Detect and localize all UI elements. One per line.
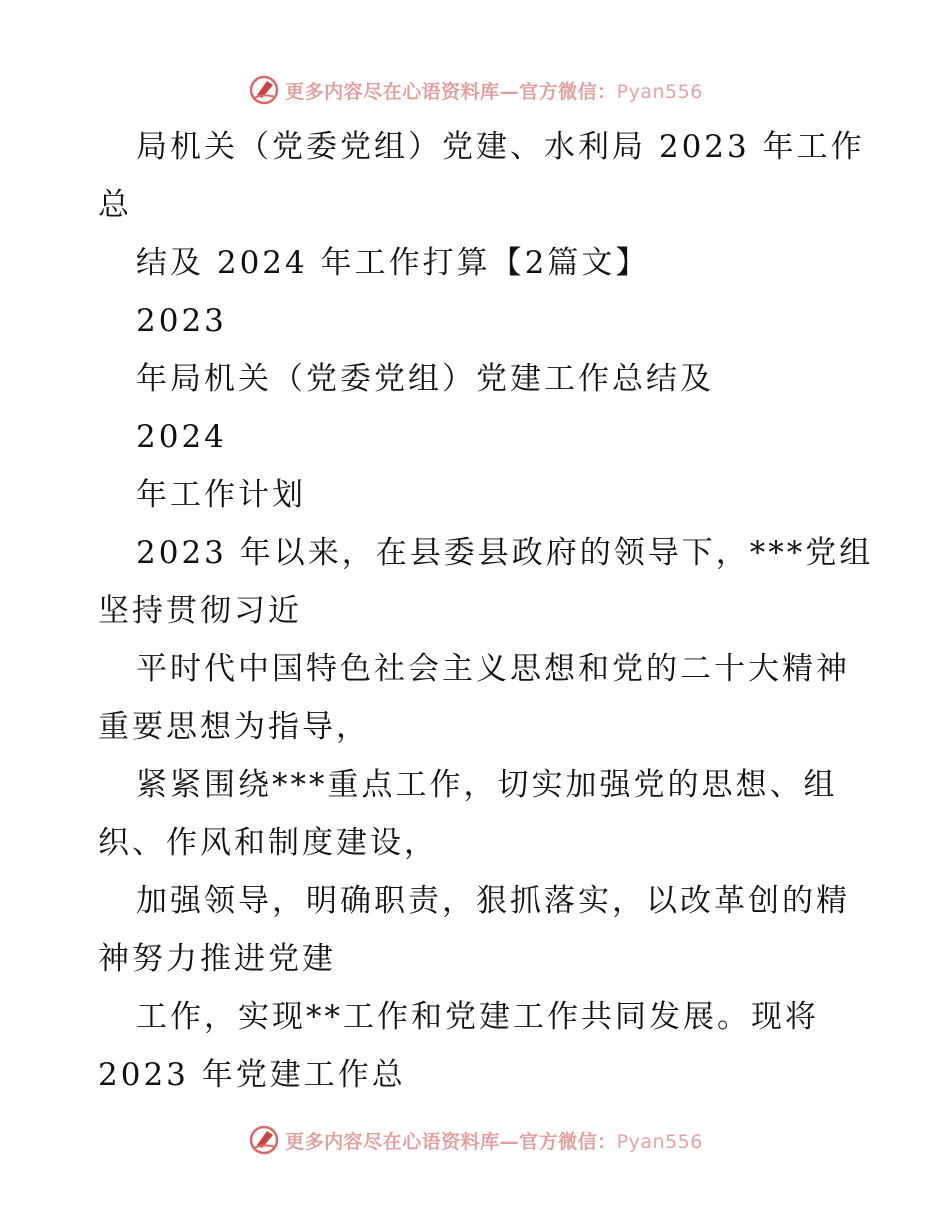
header-watermark — [0, 70, 950, 110]
paragraph-line: 2023 — [136, 303, 227, 339]
paragraph-line: 年工作计划 — [136, 477, 306, 513]
paragraph-1 — [98, 118, 865, 234]
paragraph-8 — [98, 640, 858, 756]
wechat-id: Pyan556 — [616, 80, 703, 103]
watermark-text: 更多内容尽在心语资料库—官方微信：Pyan556 — [285, 1130, 703, 1153]
paragraph-line: 2024 — [136, 419, 227, 455]
brand-logo-icon — [247, 1123, 281, 1157]
paragraph-line: 结及 2024 年工作打算【2篇文】 — [136, 245, 650, 281]
paragraph-line: 2023 年党建工作总 — [98, 1057, 406, 1093]
paragraph-2 — [98, 234, 858, 292]
paragraph-line: 总 — [98, 187, 132, 223]
paragraph-line: 平时代中国特色社会主义思想和党的二十大精神 — [136, 651, 850, 687]
paragraph-line: 织、作风和制度建设， — [98, 825, 438, 861]
paragraph-line: 加强领导，明确职责，狠抓落实，以改革创的精 — [136, 883, 850, 919]
watermark-text: 更多内容尽在心语资料库—官方微信：Pyan556 — [285, 80, 703, 103]
paragraph-line: 2023 年以来，在县委县政府的领导下，***党组 — [136, 535, 874, 571]
document-body — [98, 118, 874, 1104]
paragraph-4 — [98, 350, 858, 408]
wechat-id: Pyan556 — [616, 1130, 703, 1153]
paragraph-5 — [98, 408, 858, 466]
paragraph-6 — [98, 466, 858, 524]
paragraph-7 — [98, 524, 874, 640]
paragraph-line: 神努力推进党建 — [98, 941, 336, 977]
paragraph-3 — [98, 292, 858, 350]
paragraph-line: 工作，实现**工作和党建工作共同发展。现将 — [136, 999, 819, 1035]
paragraph-line: 年局机关（党委党组）党建工作总结及 — [136, 361, 714, 397]
paragraph-line: 坚持贯彻习近 — [98, 593, 302, 629]
paragraph-9 — [98, 756, 858, 872]
paragraph-11 — [98, 988, 858, 1104]
paragraph-line: 紧紧围绕***重点工作，切实加强党的思想、组 — [136, 767, 838, 803]
paragraph-10 — [98, 872, 858, 988]
paragraph-line: 重要思想为指导， — [98, 709, 370, 745]
brand-logo-icon — [247, 73, 281, 107]
paragraph-line: 局机关（党委党组）党建、水利局 2023 年工作 — [136, 129, 865, 165]
footer-watermark — [0, 1120, 950, 1160]
